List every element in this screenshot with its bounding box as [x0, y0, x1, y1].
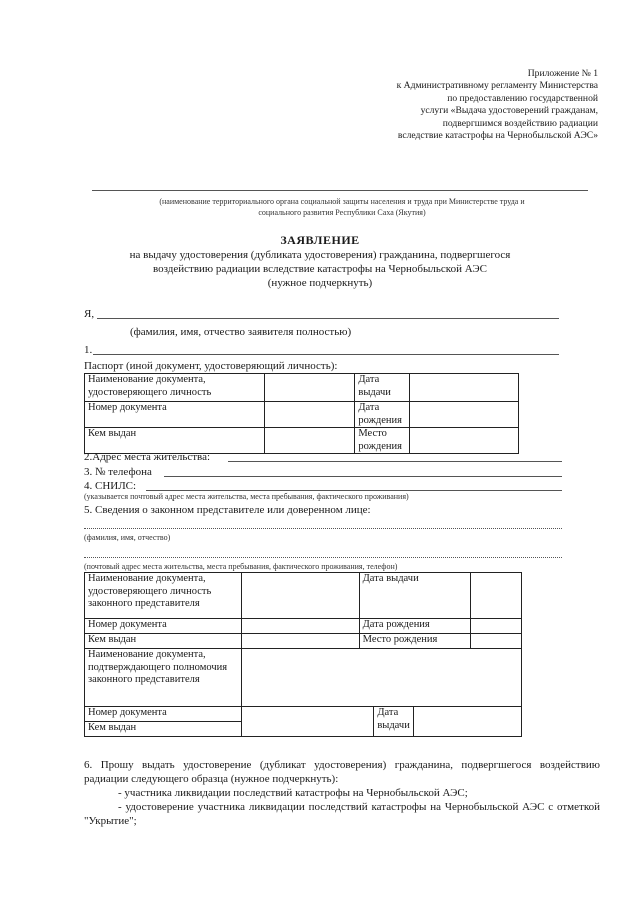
- auth-issue-date-label: Дата выдачи: [377, 707, 410, 731]
- rep-issued-by-value[interactable]: [242, 634, 359, 649]
- organ-note-line2: социального развития Республики Саха (Якутия): [258, 208, 426, 217]
- applicant-fio-field[interactable]: [97, 318, 559, 319]
- birth-date-value[interactable]: [410, 402, 519, 428]
- snils-field[interactable]: [146, 490, 562, 491]
- subtitle-line: (нужное подчеркнуть): [267, 277, 373, 289]
- issue-date-label: Дата выдачи: [355, 374, 410, 402]
- rep-address-note: (почтовый адрес места жительства, места пребывания, фактического проживания, телефон): [84, 562, 398, 571]
- birth-date-label: Дата рождения: [355, 402, 410, 428]
- rep-birth-date-cell: [359, 619, 521, 634]
- request-option-1[interactable]: - участника ликвидации последствий катастрофы на Чернобыльской АЭС;: [118, 787, 468, 799]
- phone-label: 3. № телефона: [84, 466, 152, 478]
- auth-doc-number-label: Номер документа: [85, 707, 242, 722]
- birth-place-value[interactable]: [410, 428, 519, 454]
- rep-birth-date-label: Дата рождения: [360, 619, 471, 633]
- rep-doc-number-value[interactable]: [242, 619, 359, 634]
- doc-number-value[interactable]: [264, 402, 355, 428]
- auth-doc-value[interactable]: [242, 649, 522, 707]
- header-line: Приложение № 1: [527, 68, 598, 79]
- rep-fio-field[interactable]: [84, 528, 562, 529]
- auth-issue-date-value[interactable]: [413, 707, 521, 737]
- rep-address-field[interactable]: [84, 557, 562, 558]
- auth-doc-number-input[interactable]: [242, 707, 374, 736]
- issue-date-value[interactable]: [410, 374, 519, 402]
- rep-issue-date-label: [359, 573, 521, 619]
- header-line: вследствие катастрофы на Чернобыльской АЭС»: [397, 130, 598, 142]
- page-subtitle: [0, 248, 640, 290]
- issued-by-value[interactable]: [264, 428, 355, 454]
- auth-issued-by-label: Кем выдан: [85, 722, 242, 737]
- rep-doc-number-label: Номер документа: [85, 619, 242, 634]
- annex-header: [298, 68, 598, 142]
- rep-issue-date-text: Дата выдачи: [360, 573, 471, 618]
- rep-fio-note: (фамилия, имя, отчество): [84, 533, 171, 542]
- address-note: (указывается почтовый адрес места жительства, места пребывания, фактического проживания): [84, 492, 409, 501]
- rep-doc-name-value[interactable]: [242, 573, 359, 619]
- organ-note-line1: (наименование территориального органа социальной защиты населения и труда при Министерстве труда и: [159, 197, 525, 206]
- rep-issue-date-value[interactable]: [471, 573, 521, 618]
- doc-name-label: Наименование документа, удостоверяющего личность: [85, 374, 265, 402]
- organ-line[interactable]: [92, 190, 588, 191]
- page-title: ЗАЯВЛЕНИЕ: [280, 233, 360, 247]
- rep-doc-name-label: Наименование документа, удостоверяющего личность законного представителя: [85, 573, 242, 619]
- fio-note: (фамилия, имя, отчество заявителя полностью): [130, 326, 352, 338]
- request-option-2[interactable]: - удостоверение участника ликвидации последствий катастрофы на Чернобыльской АЭС с отметкой "Укрытие";: [84, 801, 600, 827]
- rep-issued-by-label: Кем выдан: [85, 634, 242, 649]
- subtitle-line: воздействию радиации вследствие катастрофы на Чернобыльской АЭС: [153, 263, 487, 275]
- address-field[interactable]: [228, 461, 562, 462]
- header-line: услуги «Выдача удостоверений гражданам,: [420, 105, 598, 117]
- auth-doc-label: Наименование документа, подтверждающего полномочия законного представителя: [85, 649, 242, 707]
- snils-label: 4. СНИЛС:: [84, 480, 137, 492]
- doc-name-value[interactable]: [264, 374, 355, 402]
- rep-birth-place-cell: [359, 634, 521, 649]
- auth-doc-number-value[interactable]: [242, 707, 414, 737]
- rep-birth-place-label: Место рождения: [360, 634, 471, 648]
- passport-label: Паспорт (иной документ, удостоверяющий личность):: [84, 360, 338, 372]
- rep-birth-place-value[interactable]: [471, 634, 521, 648]
- representative-table: [84, 572, 522, 737]
- request-text: 6. Прошу выдать удостоверение (дубликат удостоверения) гражданина, подвергшегося воздействию радиации следующего образца (нужное подчеркнуть):: [84, 759, 600, 785]
- phone-field[interactable]: [164, 476, 562, 477]
- issued-by-label: Кем выдан: [85, 428, 265, 454]
- passport-table: [84, 373, 519, 454]
- organ-note: [92, 196, 592, 218]
- ya-label: Я,: [84, 308, 95, 320]
- doc-number-label: Номер документа: [85, 402, 265, 428]
- header-line: по предоставлению государственной: [447, 92, 598, 104]
- item-1-label: 1.: [84, 344, 93, 356]
- rep-info-label: 5. Сведения о законном представителе или доверенном лице:: [84, 504, 371, 516]
- item-1-field[interactable]: [93, 354, 559, 355]
- address-label: 2.Адрес места жительства:: [84, 451, 211, 463]
- rep-birth-date-value[interactable]: [471, 619, 521, 633]
- header-line: подвергшимся воздействию радиации: [442, 117, 598, 129]
- birth-place-label: Место рождения: [355, 428, 410, 454]
- header-line: к Административному регламенту Министерства: [396, 80, 598, 92]
- subtitle-line: на выдачу удостоверения (дубликата удостоверения) гражданина, подвергшегося: [129, 249, 511, 261]
